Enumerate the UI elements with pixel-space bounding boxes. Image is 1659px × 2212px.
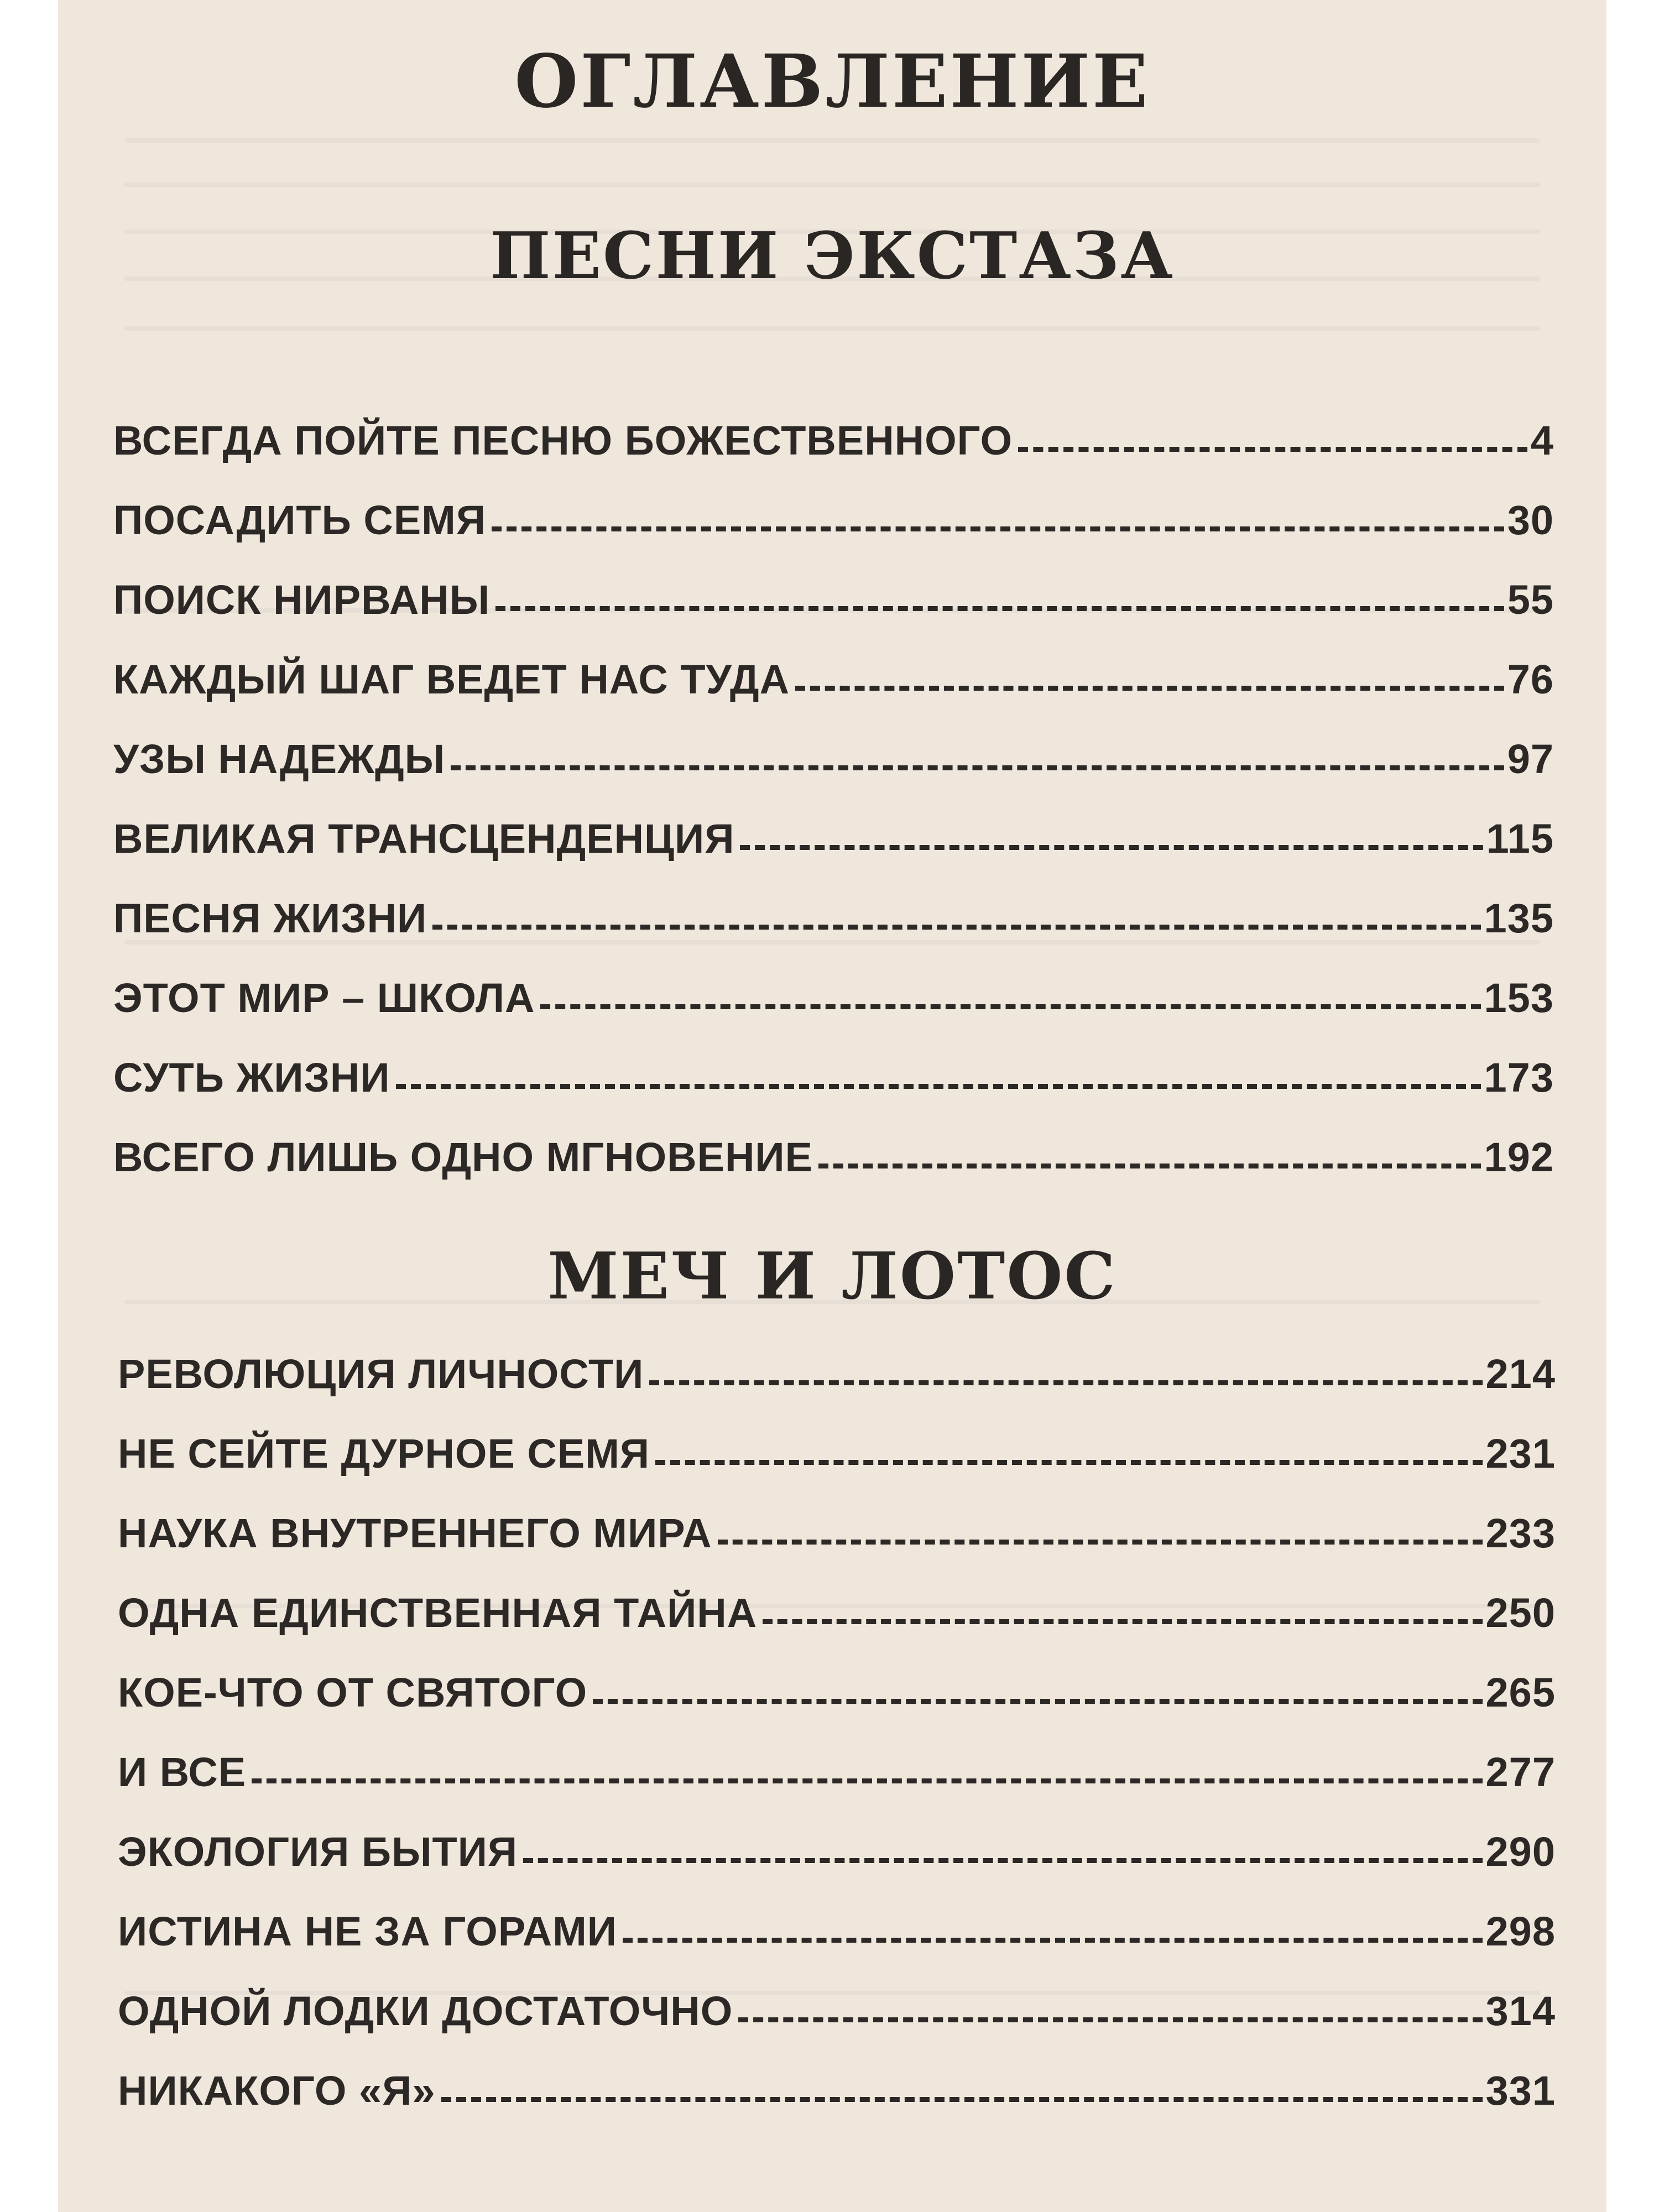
toc-entry-title: ОДНА ЕДИНСТВЕННАЯ ТАЙНА <box>118 1590 758 1636</box>
show-through-line <box>124 182 1540 187</box>
dot-leader <box>396 1084 1481 1089</box>
dot-leader <box>655 1460 1483 1465</box>
dot-leader <box>763 1619 1482 1624</box>
toc-entry[interactable] <box>118 1875 1556 1955</box>
toc-entry[interactable] <box>113 384 1554 464</box>
toc-entry-title: ИСТИНА НЕ ЗА ГОРАМИ <box>118 1908 617 1954</box>
toc-entry-title: ВЕЛИКАЯ ТРАНСЦЕНДЕНЦИЯ <box>113 816 735 862</box>
dot-leader <box>593 1699 1482 1704</box>
toc-entry[interactable] <box>118 1477 1556 1557</box>
toc-entry-page: 233 <box>1485 1510 1556 1556</box>
section-heading-1: ПЕСНИ ЭКСТАЗА <box>490 218 1175 294</box>
dot-leader <box>818 1164 1481 1168</box>
toc-entry-title: ЭТОТ МИР – ШКОЛА <box>113 975 535 1021</box>
dot-leader <box>441 2097 1483 2102</box>
toc-entry-title: ВСЕГО ЛИШЬ ОДНО МГНОВЕНИЕ <box>113 1134 813 1180</box>
toc-entry-title: НИКАКОГО «Я» <box>118 2068 436 2114</box>
dot-leader <box>540 1004 1480 1009</box>
toc-entry-page: 290 <box>1485 1829 1556 1875</box>
toc-entry[interactable] <box>118 1955 1556 2034</box>
toc-entry[interactable] <box>113 703 1554 782</box>
toc-entry-title: КАЖДЫЙ ШАГ ВЕДЕТ НАС ТУДА <box>113 656 790 702</box>
toc-entry-page: 76 <box>1507 656 1554 702</box>
toc-entry-page: 4 <box>1530 418 1554 463</box>
toc-entry[interactable] <box>118 1796 1556 1875</box>
toc-entry-page: 97 <box>1507 736 1554 782</box>
dot-leader <box>495 606 1504 611</box>
toc-entry[interactable] <box>113 782 1554 862</box>
toc-list-section-1 <box>113 384 1554 1181</box>
toc-entry[interactable] <box>113 623 1554 703</box>
toc-entry[interactable] <box>113 464 1554 544</box>
toc-entry-title: ПОИСК НИРВАНЫ <box>113 577 491 623</box>
scan-margin <box>1606 0 1659 2212</box>
toc-entry-page: 331 <box>1485 2068 1556 2114</box>
toc-entry-page: 298 <box>1485 1908 1556 1954</box>
toc-entry[interactable] <box>118 1557 1556 1636</box>
toc-entry-page: 314 <box>1485 1988 1556 2034</box>
dot-leader <box>649 1380 1482 1385</box>
dot-leader <box>1018 447 1527 452</box>
toc-entry-page: 115 <box>1486 816 1554 862</box>
dot-leader <box>718 1540 1483 1545</box>
toc-entry[interactable] <box>113 862 1554 942</box>
dot-leader <box>623 1938 1483 1943</box>
toc-entry-title: КОЕ-ЧТО ОТ СВЯТОГО <box>118 1670 588 1715</box>
toc-entry[interactable] <box>118 1716 1556 1796</box>
toc-entry-page: 153 <box>1484 975 1554 1021</box>
toc-entry-title: ОДНОЙ ЛОДКИ ДОСТАТОЧНО <box>118 1988 733 2034</box>
dot-leader <box>738 2017 1482 2022</box>
toc-entry-page: 231 <box>1485 1431 1556 1477</box>
toc-entry-page: 30 <box>1507 497 1554 543</box>
toc-entry-title: НАУКА ВНУТРЕННЕГО МИРА <box>118 1510 712 1556</box>
dot-leader <box>795 686 1504 691</box>
dot-leader <box>492 526 1504 531</box>
toc-entry[interactable] <box>118 1397 1556 1477</box>
toc-entry[interactable] <box>118 1318 1556 1397</box>
dot-leader <box>523 1858 1482 1863</box>
dot-leader <box>252 1778 1482 1783</box>
toc-entry-page: 250 <box>1485 1590 1556 1636</box>
toc-entry-title: ЭКОЛОГИЯ БЫТИЯ <box>118 1829 518 1875</box>
show-through-line <box>124 138 1540 143</box>
section-heading-2: МЕЧ И ЛОТОС <box>547 1239 1117 1314</box>
toc-entry-page: 277 <box>1485 1749 1556 1795</box>
toc-entry[interactable] <box>113 1101 1554 1181</box>
toc-entry-page: 55 <box>1507 577 1554 623</box>
toc-entry-title: РЕВОЛЮЦИЯ ЛИЧНОСТИ <box>118 1351 644 1397</box>
toc-entry-page: 214 <box>1485 1351 1556 1397</box>
dot-leader <box>740 845 1483 850</box>
page-title: ОГЛАВЛЕНИЕ <box>514 39 1150 124</box>
toc-entry-title: ВСЕГДА ПОЙТЕ ПЕСНЮ БОЖЕСТВЕННОГО <box>113 418 1013 463</box>
toc-entry-title: ПОСАДИТЬ СЕМЯ <box>113 497 487 543</box>
toc-entry-title: И ВСЕ <box>118 1749 247 1795</box>
toc-entry-page: 173 <box>1484 1055 1554 1100</box>
toc-entry-title: ПЕСНЯ ЖИЗНИ <box>113 895 427 941</box>
toc-entry-page: 135 <box>1484 895 1554 941</box>
toc-entry[interactable] <box>118 2034 1556 2114</box>
toc-entry[interactable] <box>113 942 1554 1021</box>
toc-entry[interactable] <box>113 544 1554 623</box>
toc-entry[interactable] <box>118 1636 1556 1716</box>
toc-entry[interactable] <box>113 1021 1554 1101</box>
show-through-line <box>124 326 1540 331</box>
toc-entry-title: УЗЫ НАДЕЖДЫ <box>113 736 446 782</box>
toc-entry-page: 265 <box>1485 1670 1556 1715</box>
toc-entry-title: НЕ СЕЙТЕ ДУРНОЕ СЕМЯ <box>118 1431 650 1477</box>
toc-list-section-2 <box>118 1318 1556 2114</box>
toc-entry-page: 192 <box>1484 1134 1554 1180</box>
dot-leader <box>451 765 1504 770</box>
toc-entry-title: СУТЬ ЖИЗНИ <box>113 1055 390 1100</box>
dot-leader <box>432 925 1480 930</box>
book-page <box>58 0 1606 2212</box>
